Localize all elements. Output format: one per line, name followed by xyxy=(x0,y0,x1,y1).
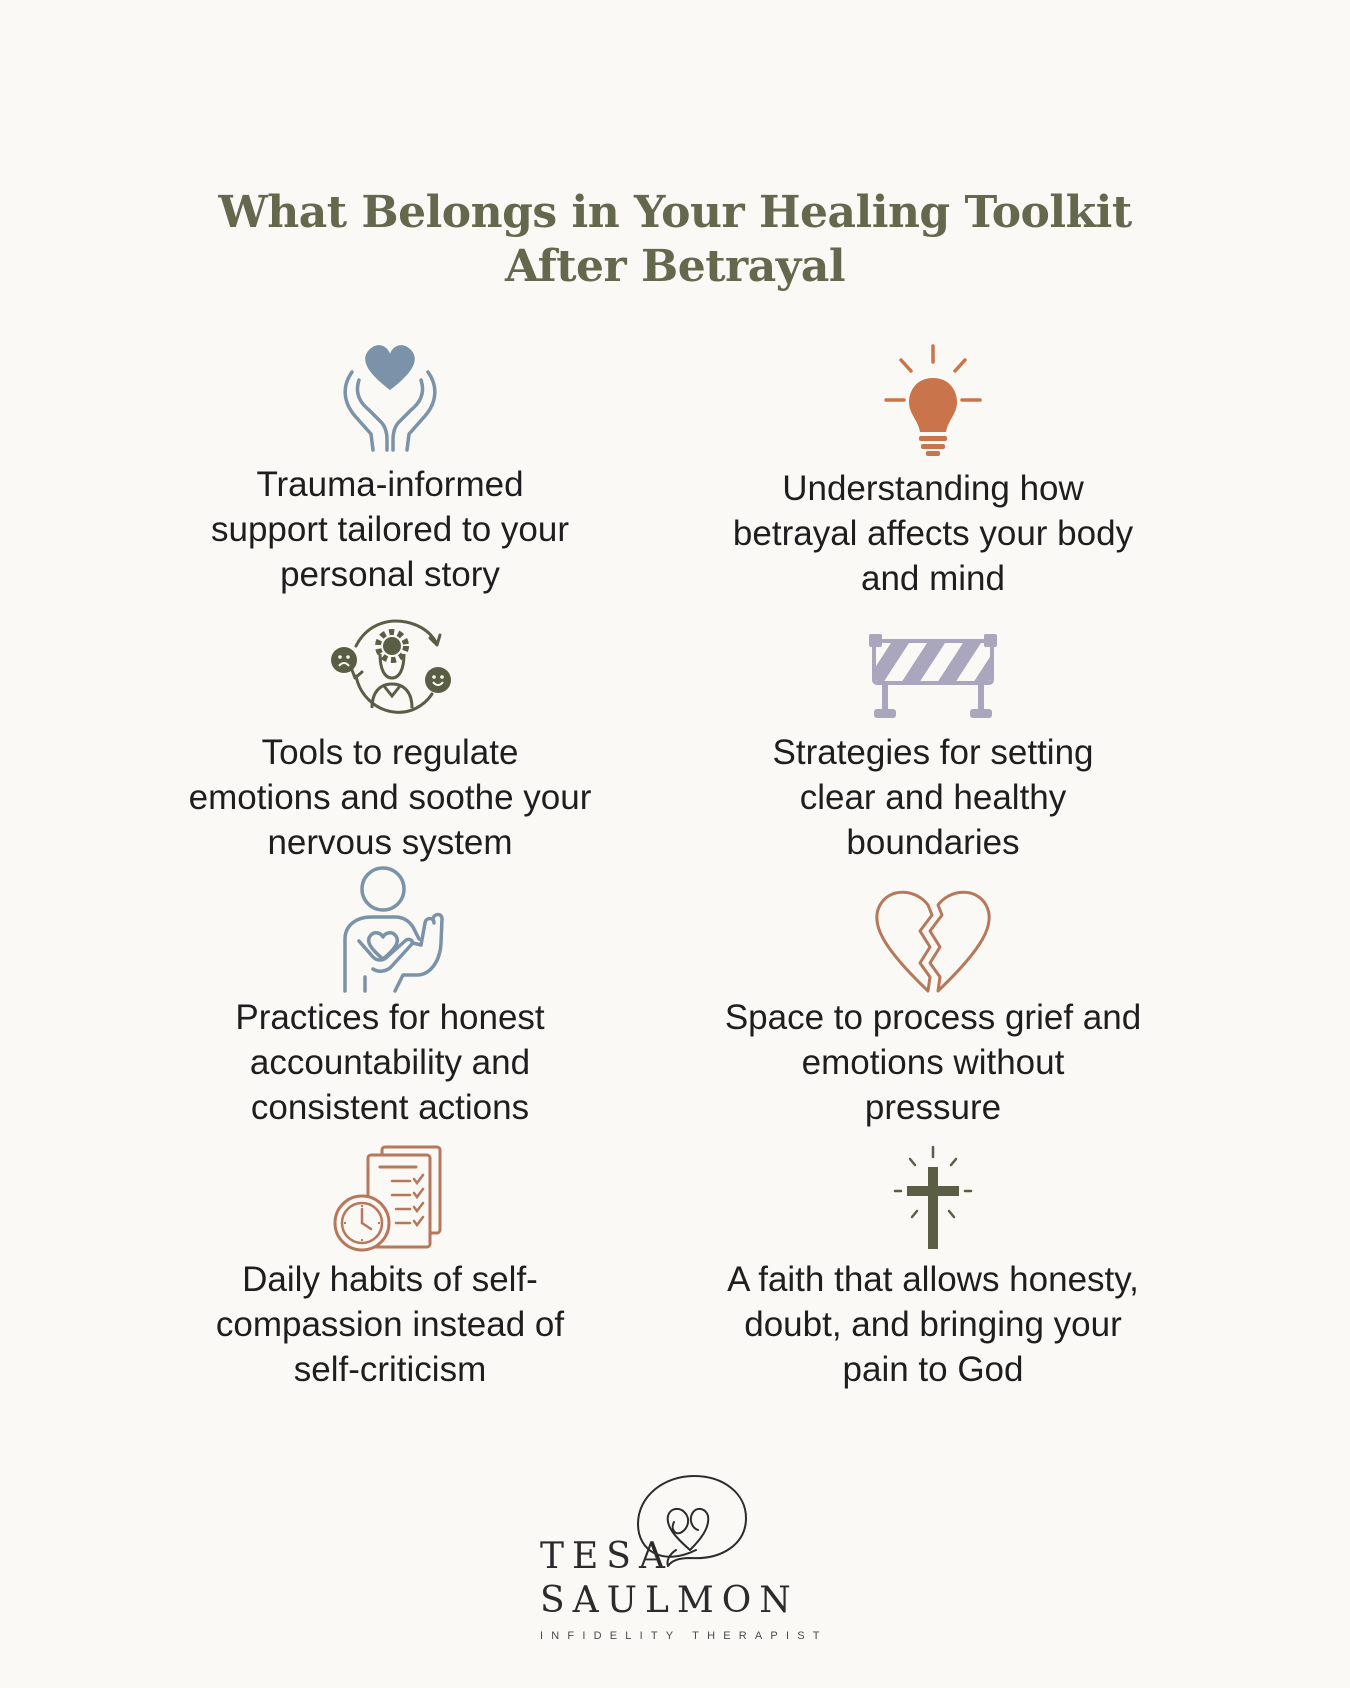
hands-holding-heart-icon xyxy=(130,340,650,470)
item-text-line: pain to God xyxy=(842,1350,1024,1389)
item-text-line: personal story xyxy=(280,555,500,594)
item-text-line: Tools to regulate xyxy=(261,733,519,772)
person-hand-on-heart-icon xyxy=(130,865,650,995)
logo-tagline: INFIDELITY THERAPIST xyxy=(540,1630,828,1642)
item-text-line: accountability and xyxy=(249,1043,531,1082)
item-text-line: self-criticism xyxy=(293,1350,487,1389)
item-text-line: Understanding how xyxy=(782,469,1084,508)
item-text-line: Practices for honest xyxy=(235,998,545,1037)
item-text-line: and mind xyxy=(861,559,1005,598)
logo-name-line-2: SAULMON xyxy=(540,1580,799,1621)
item-text-line: pressure xyxy=(864,1088,1002,1127)
emotion-regulation-icon xyxy=(130,612,650,742)
checklist-clock-icon xyxy=(130,1145,650,1275)
item-text-line: clear and healthy xyxy=(799,778,1067,817)
item-text-line: support tailored to your xyxy=(211,510,569,549)
item-text-line: emotions and soothe your xyxy=(188,778,592,817)
light-bulb-icon xyxy=(673,340,1193,470)
page-title-line-2: After Betrayal xyxy=(504,241,846,292)
item-text-line: doubt, and bringing your xyxy=(744,1305,1122,1344)
item-text-line: boundaries xyxy=(846,823,1020,862)
item-text-line: Trauma-informed xyxy=(256,465,524,504)
item-text-line: Daily habits of self- xyxy=(242,1260,538,1299)
item-text-line: betrayal affects your body xyxy=(732,514,1134,553)
item-text-line: emotions without xyxy=(801,1043,1065,1082)
brand-logo xyxy=(540,1470,840,1650)
item-text-line: A faith that allows honesty, xyxy=(727,1260,1139,1299)
page-title xyxy=(0,186,1350,294)
logo-name-line-1: TESA xyxy=(540,1536,673,1577)
page-title-line-1: What Belongs in Your Healing Toolkit xyxy=(218,187,1132,238)
item-text-line: Space to process grief and xyxy=(724,998,1142,1037)
item-text-line: nervous system xyxy=(267,823,513,862)
cross-icon xyxy=(673,1145,1193,1275)
item-text-line: consistent actions xyxy=(250,1088,530,1127)
item-text-line: compassion instead of xyxy=(215,1305,565,1344)
item-text-line: Strategies for setting xyxy=(772,733,1094,772)
